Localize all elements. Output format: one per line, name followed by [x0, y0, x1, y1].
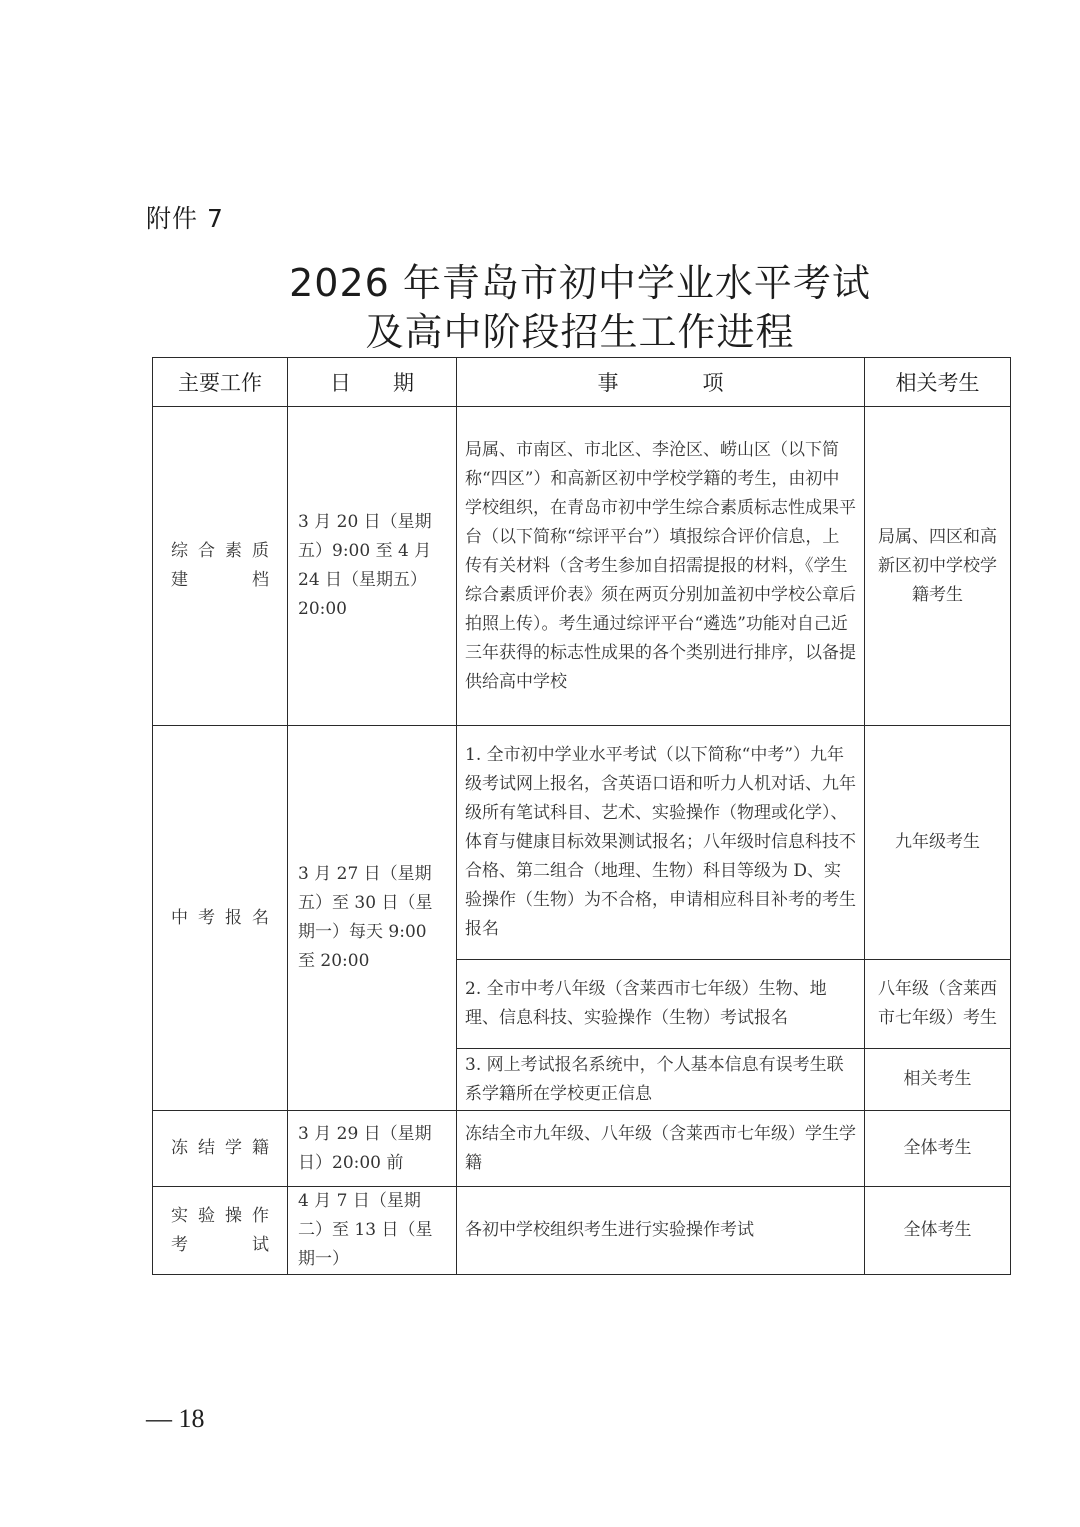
- header-matter: 事 项: [457, 358, 865, 407]
- date-cell: 4 月 7 日（星期二）至 13 日（星期一）: [288, 1187, 457, 1275]
- table-header-row: [153, 358, 1011, 407]
- date-cell: 3 月 29 日（星期日）20:00 前: [288, 1111, 457, 1187]
- main-work-line: 考 试: [171, 1234, 269, 1255]
- students-cell: 九年级考生: [865, 726, 1011, 960]
- main-work-cell: [153, 1187, 288, 1275]
- matter-cell: 3. 网上考试报名系统中，个人基本信息有误考生联系学籍所在学校更正信息: [457, 1049, 865, 1111]
- document-title-line2: 及高中阶段招生工作进程: [365, 310, 795, 354]
- document-title-line1: 2026 年青岛市初中学业水平考试: [289, 261, 871, 305]
- table-row: [153, 726, 1011, 960]
- main-work-line: 实验操作: [171, 1205, 269, 1226]
- matter-cell: 冻结全市九年级、八年级（含莱西市七年级）学生学籍: [457, 1111, 865, 1187]
- header-main-work: 主要工作: [153, 358, 288, 407]
- table-row: [153, 1111, 1011, 1187]
- main-work-cell: [153, 1111, 288, 1187]
- date-cell: 3 月 20 日（星期五）9:00 至 4 月 24 日（星期五）20:00: [288, 407, 457, 726]
- students-cell: 八年级（含莱西市七年级）考生: [865, 960, 1011, 1049]
- main-work-line: 中考报名: [171, 907, 269, 928]
- matter-cell: 各初中学校组织考生进行实验操作考试: [457, 1187, 865, 1275]
- students-cell: 全体考生: [865, 1111, 1011, 1187]
- page-number: — 18: [146, 1404, 205, 1433]
- schedule-table: [152, 357, 1011, 1275]
- attachment-label: 附件 7: [146, 204, 224, 233]
- matter-cell: 局属、市南区、市北区、李沧区、崂山区（以下简称“四区”）和高新区初中学校学籍的考生，由初中学校组织，在青岛市初中学生综合素质标志性成果平台（以下简称“综评平台”）填报综合评价信息，上传有关材料（含考生参加自招需提报的材料，《学生综合素质评价表》须在两页分别加盖初中学校公章后拍照上传）。考生通过综评平台“遴选”功能对自己近三年获得的标志性成果的各个类别进行排序，以备提供给高中学校: [457, 407, 865, 726]
- table-row: [153, 1187, 1011, 1275]
- main-work-line: 建 档: [171, 570, 269, 590]
- header-date: 日 期: [288, 358, 457, 407]
- date-cell: 3 月 27 日（星期五）至 30 日（星期一）每天 9:00 至 20:00: [288, 726, 457, 1111]
- matter-cell: 2. 全市中考八年级（含莱西市七年级）生物、地理、信息科技、实验操作（生物）考试报名: [457, 960, 865, 1049]
- students-cell: 相关考生: [865, 1049, 1011, 1111]
- main-work-line: 综合素质: [171, 541, 269, 561]
- header-students: 相关考生: [865, 358, 1011, 407]
- main-work-line: 冻结学籍: [171, 1138, 269, 1158]
- matter-cell: 1. 全市初中学业水平考试（以下简称“中考”）九年级考试网上报名，含英语口语和听力人机对话、九年级所有笔试科目、艺术、实验操作（物理或化学）、体育与健康目标效果测试报名；八年级时信息科技不合格、第二组合（地理、生物）科目等级为 D、实验操作（生物）为不合格，申请相应科目补考的考生报名: [457, 726, 865, 960]
- table-row: [153, 407, 1011, 726]
- students-cell: 局属、四区和高新区初中学校学籍考生: [865, 407, 1011, 726]
- main-work-cell: [153, 726, 288, 1111]
- main-work-cell: [153, 407, 288, 726]
- students-cell: 全体考生: [865, 1187, 1011, 1275]
